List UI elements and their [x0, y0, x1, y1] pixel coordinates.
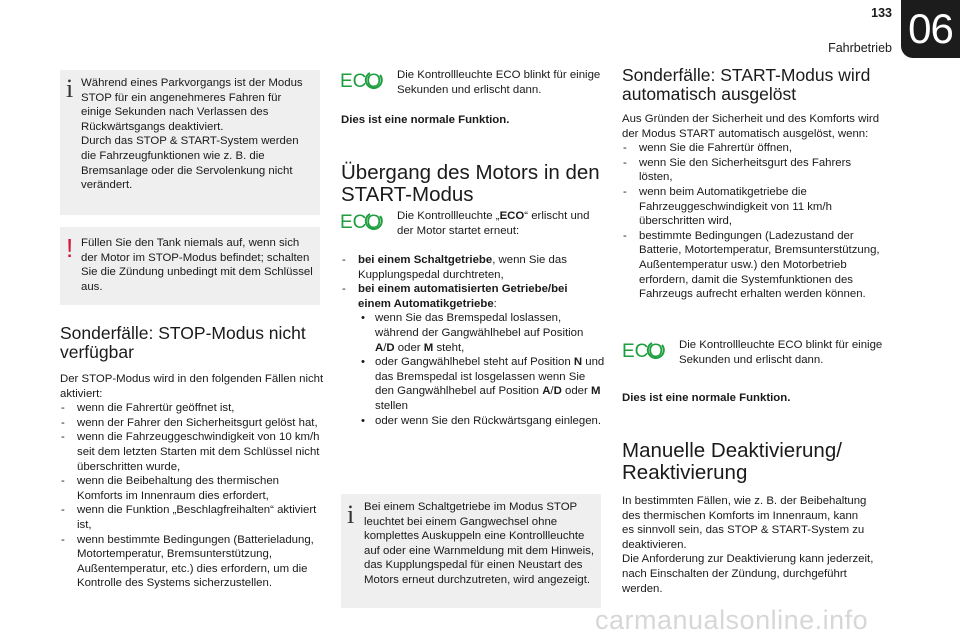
- list-item: - bestimmte Bedingungen (Ladezustand der Batterie, Motortemperatur, Bremsunterstützung, Außentemperatur usw.) den Motorbetrieb erfordern, damit die Systemfunktionen des Fahrzeugs aufrecht erhalten werden können.: [622, 229, 890, 302]
- exclamation-icon: !: [66, 233, 74, 263]
- list-item: - wenn Sie den Sicherheitsgurt des Fahrers lösten,: [622, 156, 890, 185]
- info-box-manual-gearbox: [341, 494, 601, 608]
- eco-blink-text-1: Die Kontrollleuchte ECO blinkt für einige Sekunden und erlischt dann.: [397, 69, 601, 96]
- stop-not-available-list: Der STOP-Modus wird in den folgenden Fällen nicht aktiviert: - wenn die Fahrertür geöffnet ist, - wenn der Fahrer den Sicherheitsgurt gelöst hat, - wenn die Fahrzeuggeschwindigkeit von 10 km/h seit dem letzten Starten mit dem Schlüssel nicht überschritten wurde, - wenn die Beibehaltung des thermischen Komforts im Innenraum dies erfordert, - wenn die Funktion „Beschlagfreihalten“ aktiviert ist, - wenn bestimmte Bedingungen (Batterieladung, Motortemperatur, Bremsunterstützung, Außentemperatur, etc.) dies erfordern, um die Kontrolle des Systems sicherzustellen.: [60, 372, 325, 591]
- info-i-icon: i: [347, 500, 355, 529]
- list-item: - wenn die Funktion „Beschlagfreihalten“ aktiviert ist,: [60, 503, 325, 532]
- eco-off-text: Die Kontrollleuchte „ECO“ erlischt und der Motor startet erneut:: [397, 210, 590, 237]
- section-title-stop-not-available: Sonderfälle: STOP-Modus nicht verfügbar: [60, 323, 306, 362]
- warning-box-tank: [60, 227, 320, 305]
- info-i-icon: i: [66, 74, 74, 103]
- sub-list-item: • oder wenn Sie den Rückwärtsgang einlegen.: [358, 414, 606, 429]
- info-box-text: Bei einem Schaltgetriebe im Modus STOP leuchtet bei einem Gangwechsel ohne komplettes Auskuppeln eine Kontrollleuchte auf oder eine Warnmeldung mit dem Hinweis, das Kupplungspedal für einen Neustart des Motors erneut durchzutreten, wird angezeigt.: [364, 501, 595, 586]
- list-item: - wenn die Fahrertür geöffnet ist,: [60, 401, 325, 416]
- normal-function-note-1: Dies ist eine normale Funktion.: [341, 114, 510, 126]
- eco-indicator-icon: [340, 211, 384, 231]
- eco-indicator-icon: [340, 70, 384, 90]
- sub-list-item: • wenn Sie das Bremspedal loslassen, während der Gangwählhebel auf Position A/D oder M steht,: [358, 311, 606, 355]
- eco-blink-text-2: Die Kontrollleuchte ECO blinkt für einige Sekunden und erlischt dann.: [679, 339, 883, 366]
- list-item: - wenn die Fahrzeuggeschwindigkeit von 10 km/h seit dem letzten Starten mit dem Schlüssel nicht überschritten wurde,: [60, 430, 325, 474]
- start-conditions-list: [341, 253, 606, 428]
- eco-icon-label: ECO: [340, 212, 382, 231]
- list-item: - wenn Sie die Fahrertür öffnen,: [622, 141, 890, 156]
- eco-icon-label: ECO: [340, 71, 382, 90]
- eco-indicator-icon: [622, 340, 666, 360]
- eco-icon-label: ECO: [622, 341, 664, 360]
- manual-deactivation-text: In bestimmten Fällen, wie z. B. der Beibehaltung des thermischen Komforts im Innenraum, kann es sinnvoll sein, das STOP & START-System zu deaktivieren. Die Anforderung zur Deaktivierung kann jederzeit, nach Einschalten der Zündung, durchgeführt werden.: [622, 495, 874, 595]
- list-item: - bei einem Schaltgetriebe, wenn Sie das Kupplungspedal durchtreten,: [341, 253, 606, 282]
- section-title-manual-deactivation: Manuelle Deaktivierung/ Reaktivierung: [622, 439, 842, 484]
- section-title-start-automatic: Sonderfälle: START-Modus wird automatisch ausgelöst: [622, 65, 871, 104]
- list-item: - wenn die Beibehaltung des thermischen Komforts im Innenraum dies erfordert,: [60, 474, 325, 503]
- section-title-start-mode: Übergang des Motors in den START-Modus: [341, 161, 600, 206]
- start-automatic-list: Aus Gründen der Sicherheit und des Komforts wird der Modus START automatisch ausgelöst, wenn: - wenn Sie die Fahrertür öffnen, - wenn Sie den Sicherheitsgurt des Fahrers lösten, - wenn beim Automatikgetriebe die Fahrzeuggeschwindigkeit von 11 km/h überschritten wird, - bestimmte Bedingungen (Ladezustand der Batterie, Motortemperatur, Bremsunterstützung, Außentemperatur usw.) den Motorbetrieb erfordern, damit die Systemfunktionen des Fahrzeugs aufrecht erhalten werden können.: [622, 112, 890, 302]
- list-item: - wenn der Fahrer den Sicherheitsgurt gelöst hat,: [60, 416, 325, 431]
- chapter-tab: 06: [901, 0, 960, 58]
- chapter-title: Fahrbetrieb: [828, 41, 892, 55]
- list-item: - bei einem automatisierten Getriebe/bei einem Automatikgetriebe: • wenn Sie das Bremspedal loslassen, während der Gangwählhebel auf Position A/D oder M steht, • oder Gangwählhebel steht auf Position N und das Bremspedal ist losgelassen wenn Sie den Gangwählhebel auf Position A/D oder M stellen • oder wenn Sie den Rückwärtsgang einlegen.: [341, 282, 606, 428]
- info-box-text: Während eines Parkvorgangs ist der Modus STOP für ein angenehmeres Fahren für einige Sekunden nach Verlassen des Rückwärtsgangs deaktiviert. Durch das STOP & START-System werden die Fahrzeugfunktionen wie z. B. die Bremsanlage oder die Servolenkung nicht verändert.: [81, 77, 303, 192]
- list-item: - wenn bestimmte Bedingungen (Batterieladung, Motortemperatur, Bremsunterstützung, Außentemperatur, etc.) dies erfordern, um die Kontrolle des Systems sicherzustellen.: [60, 533, 325, 591]
- info-box-parking: [60, 70, 320, 215]
- warning-box-text: Füllen Sie den Tank niemals auf, wenn sich der Motor im STOP-Modus befindet; schalten Sie die Zündung unbedingt mit dem Schlüssel aus.: [81, 237, 313, 293]
- page-number: 133: [871, 6, 892, 20]
- watermark: carmanualsonline.info: [595, 605, 869, 635]
- normal-function-note-2: Dies ist eine normale Funktion.: [622, 392, 791, 404]
- list-item: - wenn beim Automatikgetriebe die Fahrzeuggeschwindigkeit von 11 km/h überschritten wird,: [622, 185, 890, 229]
- sub-list-item: • oder Gangwählhebel steht auf Position N und das Bremspedal ist losgelassen wenn Sie den Gangwählhebel auf Position A/D oder M stellen: [358, 355, 606, 413]
